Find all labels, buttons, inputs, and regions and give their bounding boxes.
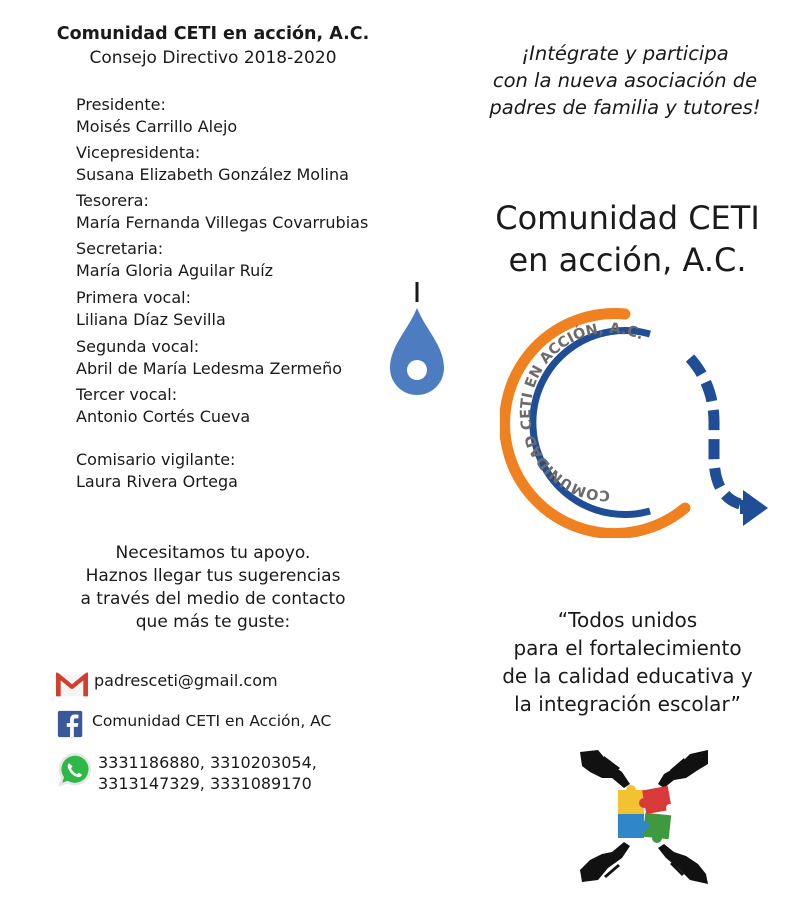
brand-title	[440, 197, 797, 281]
facebook-icon	[56, 709, 86, 739]
board-member-comptroller	[76, 449, 238, 493]
phone-line[interactable]: 3313147329, 3331089170	[98, 774, 312, 793]
whatsapp-icon	[56, 752, 92, 788]
contact-email	[56, 670, 278, 700]
slogan-line: ¡Intégrate y participa	[521, 42, 729, 65]
member-name: Laura Rivera Ortega	[76, 472, 238, 491]
board-member-secretary	[76, 238, 273, 282]
facebook-page-name[interactable]: Comunidad CETI en Acción, AC	[92, 712, 332, 730]
board-member-treasurer	[76, 190, 368, 234]
organization-title: Comunidad CETI en acción, A.C.	[56, 24, 370, 44]
board-member-second-vocal	[76, 336, 342, 380]
board-member-third-vocal	[76, 384, 250, 428]
board-period-subtitle: Consejo Directivo 2018-2020	[89, 48, 337, 68]
member-role: Comisario vigilante:	[76, 450, 236, 469]
contact-facebook	[56, 709, 331, 739]
member-name: Moisés Carrillo Alejo	[76, 117, 238, 136]
hands-puzzle-icon	[578, 748, 710, 886]
support-line: Necesitamos tu apoyo.	[115, 543, 311, 563]
support-line: Haznos llegar tus sugerencias	[85, 566, 341, 586]
member-name: Antonio Cortés Cueva	[76, 407, 251, 426]
support-line: a través del medio de contacto	[80, 589, 346, 609]
member-role: Tercer vocal:	[76, 385, 178, 404]
contact-whatsapp	[56, 752, 317, 794]
support-line: que más te guste:	[135, 612, 291, 632]
brand-title-line: Comunidad CETI	[495, 199, 760, 237]
slogan	[440, 40, 797, 121]
board-member-president	[76, 94, 237, 138]
dashed-path	[690, 358, 740, 504]
phone-line[interactable]: 3331186880, 3310203054,	[98, 753, 317, 772]
member-role: Segunda vocal:	[76, 337, 200, 356]
member-name: María Gloria Aguilar Ruíz	[76, 261, 274, 280]
board-member-first-vocal	[76, 287, 226, 331]
quote-line: para el fortalecimiento	[513, 636, 742, 660]
association-logo	[500, 306, 780, 538]
member-role: Tesorera:	[76, 191, 149, 210]
support-message	[0, 542, 426, 634]
member-role: Presidente:	[76, 95, 166, 114]
member-name: Susana Elizabeth González Molina	[76, 165, 349, 184]
logo-ring-text: COMUNIDAD CETI EN ACCIÓN, A.C.	[518, 320, 646, 504]
brand-title-line: en acción, A.C.	[508, 241, 747, 279]
member-name: Abril de María Ledesma Zermeño	[76, 359, 343, 378]
whatsapp-numbers	[98, 752, 317, 794]
quote-line: de la calidad educativa y	[502, 664, 753, 688]
motto-quote	[440, 606, 797, 718]
slogan-line: padres de familia y tutores!	[489, 96, 761, 119]
email-address[interactable]: padresceti@gmail.com	[94, 671, 278, 690]
quote-line: “Todos unidos	[557, 608, 698, 632]
gmail-icon	[56, 670, 88, 700]
member-role: Vicepresidenta:	[76, 143, 201, 162]
water-drop-icon	[388, 282, 448, 402]
board-member-vicepresident	[76, 142, 349, 186]
member-role: Primera vocal:	[76, 288, 191, 307]
quote-line: la integración escolar”	[514, 692, 741, 716]
member-role: Secretaria:	[76, 239, 164, 258]
member-name: María Fernanda Villegas Covarrubias	[76, 213, 369, 232]
member-name: Liliana Díaz Sevilla	[76, 310, 226, 329]
slogan-line: con la nueva asociación de	[492, 69, 758, 92]
